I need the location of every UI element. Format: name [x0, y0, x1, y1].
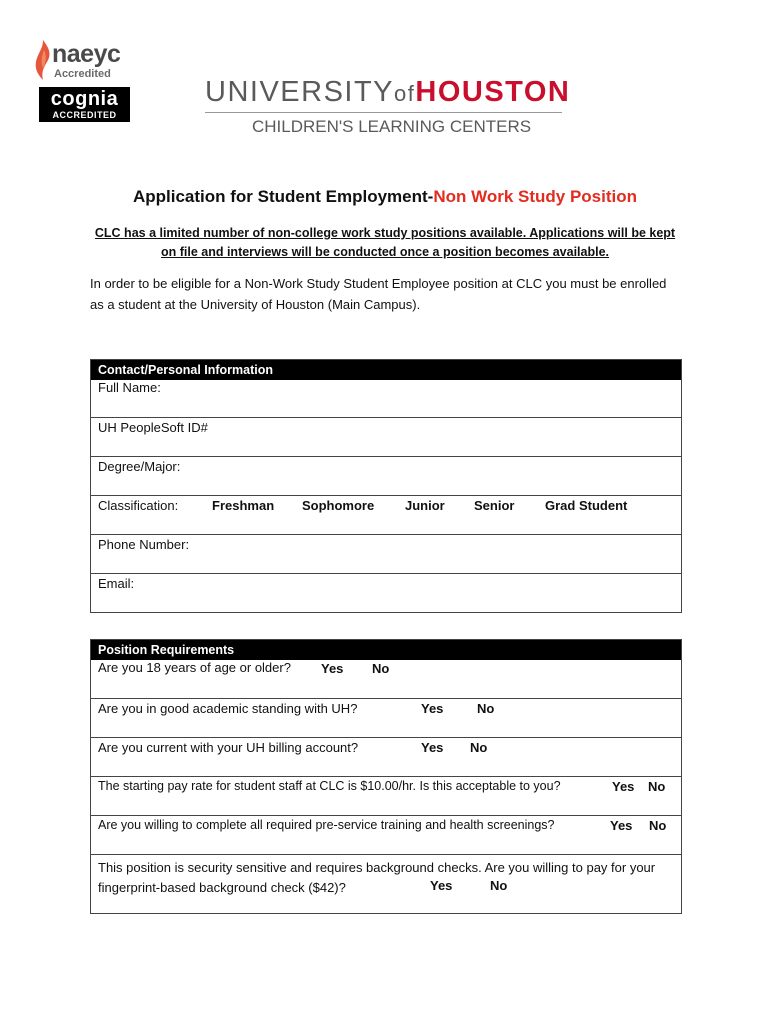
- availability-notice: CLC has a limited number of non-college work study positions available. Applications will be kept on file and interviews will be conducted once a position becomes available.: [94, 226, 676, 259]
- title-highlight: Non Work Study Position: [433, 187, 638, 206]
- class-freshman-option[interactable]: Freshman: [212, 498, 275, 513]
- title-main: Application for Student Employment-: [132, 187, 434, 206]
- eligibility-intro: In order to be eligible for a Non-Work Study Student Employee position at CLC you must be enrolled as a student at the University of Houston (Main Campus).: [90, 276, 667, 312]
- classification-label: Classification:: [98, 498, 179, 513]
- degree-major-field[interactable]: [91, 456, 681, 495]
- full-name-field[interactable]: [91, 380, 681, 417]
- background-yes-option[interactable]: Yes: [430, 878, 453, 893]
- billing-yes-option[interactable]: Yes: [421, 740, 444, 755]
- background-no-option[interactable]: No: [490, 878, 508, 893]
- class-junior-option[interactable]: Junior: [405, 498, 445, 513]
- uh-logo-divider: [205, 112, 562, 113]
- pay-rate-question: The starting pay rate for student staff at CLC is $10.00/hr. Is this acceptable to you?: [98, 779, 561, 793]
- billing-no-option[interactable]: No: [470, 740, 488, 755]
- page-title: [0, 187, 770, 207]
- training-row: [91, 815, 681, 854]
- academic-standing-row: [91, 698, 681, 737]
- age-question-row: [91, 660, 681, 698]
- peoplesoft-id-label: UH PeopleSoft ID#: [98, 420, 208, 435]
- academic-yes-option[interactable]: Yes: [421, 701, 444, 716]
- peoplesoft-id-field[interactable]: [91, 417, 681, 456]
- classification-field: [91, 495, 681, 534]
- age-yes-option[interactable]: Yes: [321, 661, 344, 676]
- uh-logo: [205, 76, 570, 109]
- class-grad-student-option[interactable]: Grad Student: [545, 498, 628, 513]
- cognia-logo: [39, 87, 130, 122]
- cognia-wordmark: cognia: [50, 88, 119, 110]
- degree-major-label: Degree/Major:: [98, 459, 181, 474]
- age-question: Are you 18 years of age or older?: [98, 660, 291, 675]
- full-name-label: Full Name:: [98, 380, 161, 395]
- background-check-question: This position is security sensitive and requires background checks. Are you willing to pay for your fingerprint-based background check ($42)?: [98, 860, 656, 895]
- class-sophomore-option[interactable]: Sophomore: [302, 498, 375, 513]
- billing-account-question: Are you current with your UH billing account?: [98, 740, 359, 755]
- uh-houston: HOUSTON: [415, 76, 571, 108]
- class-senior-option[interactable]: Senior: [474, 498, 515, 513]
- position-heading: Position Requirements: [91, 640, 681, 660]
- naeyc-wordmark: naeyc: [52, 40, 121, 68]
- training-no-option[interactable]: No: [649, 818, 667, 833]
- academic-no-option[interactable]: No: [477, 701, 495, 716]
- training-yes-option[interactable]: Yes: [610, 818, 633, 833]
- cognia-accredited: ACCREDITED: [52, 110, 117, 120]
- naeyc-flame-icon: [33, 40, 53, 80]
- phone-number-label: Phone Number:: [98, 537, 190, 552]
- background-check-row: [91, 854, 681, 913]
- uh-of: of: [394, 81, 416, 106]
- uh-university: UNIVERSITY: [205, 76, 395, 108]
- naeyc-accredited: Accredited: [54, 68, 111, 80]
- uh-clc-subtitle: CHILDREN'S LEARNING CENTERS: [252, 117, 532, 136]
- phone-number-field[interactable]: [91, 534, 681, 573]
- age-no-option[interactable]: No: [372, 661, 390, 676]
- billing-account-row: [91, 737, 681, 776]
- academic-standing-question: Are you in good academic standing with UH?: [98, 701, 358, 716]
- position-section: [90, 639, 682, 914]
- email-field[interactable]: [91, 573, 681, 612]
- contact-heading: Contact/Personal Information: [91, 360, 681, 380]
- training-question: Are you willing to complete all required pre-service training and health screenings?: [98, 818, 555, 832]
- pay-yes-option[interactable]: Yes: [612, 779, 635, 794]
- contact-section: [90, 359, 682, 613]
- email-label: Email:: [98, 576, 135, 591]
- pay-no-option[interactable]: No: [648, 779, 666, 794]
- pay-rate-row: [91, 776, 681, 815]
